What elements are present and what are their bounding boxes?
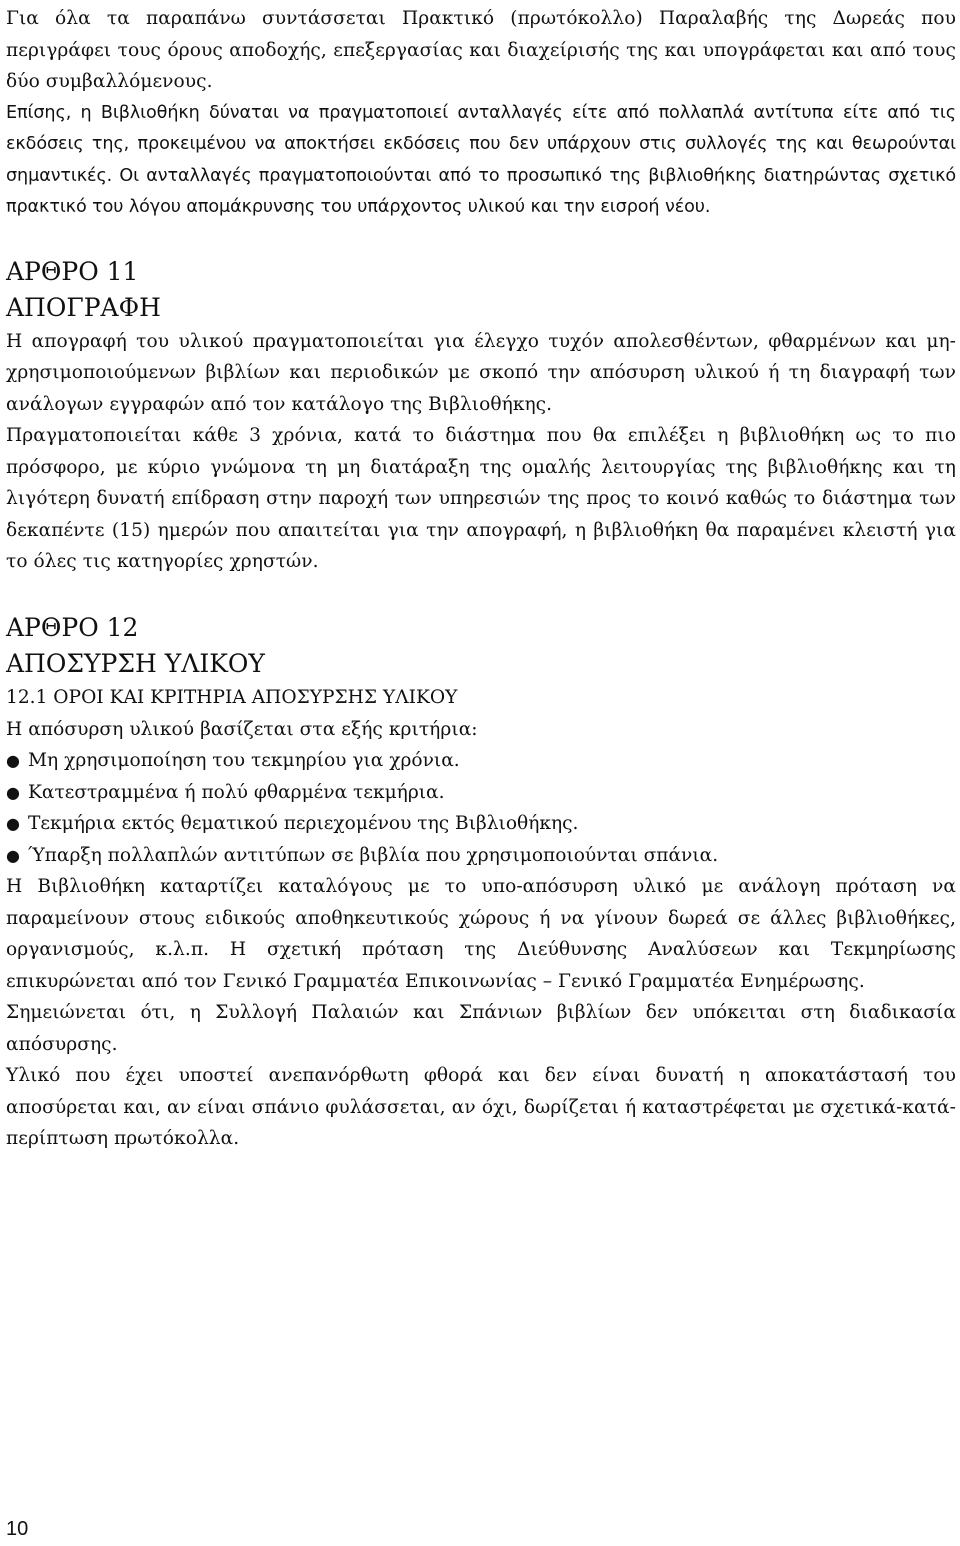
article-12-paragraph-2: Σημειώνεται ότι, η Συλλογή Παλαιών και Σπάνιων βιβλίων δεν υπόκειται στη διαδικασία απόσυρσης. [6,1002,956,1055]
bullet-icon: ● [6,751,20,770]
article-11-paragraph-2: Πραγματοποιείται κάθε 3 χρόνια, κατά το διάστημα που θα επιλέξει η βιβλιοθήκη ως το πιο πρόσφορο, με κύριο γνώμονα τη μη διατάραξη της ομαλής λειτουργίας της βιβλιοθήκης και τη λιγότερη δυνατή επίδραση στην παροχή των υπηρεσιών της προς το κοινό καθώς το διάστημα των δεκαπέντε (15) ημερών που απαιτείται για την απογραφή, η βιβλιοθήκη θα παραμένει κλειστή για το όλες τις κατηγορίες χρηστών. [6,425,956,572]
list-item: ● Κατεστραμμένα ή πολύ φθαρμένα τεκμήρια. [6,777,956,809]
bullet-icon: ● [6,845,20,865]
article-12-paragraph-1: Η Βιβλιοθήκη καταρτίζει καταλόγους με το υπο-απόσυρση υλικό με ανάλογη πρόταση να παραμείνουν στους ειδικούς αποθηκευτικούς χώρους ή να γίνουν δωρεά σε άλλες βιβλιοθήκες, οργανισμούς, κ.λ.π. Η σχετική πρόταση της Διεύθυνσης Αναλύσεων και Τεκμηρίωσης επικυρώνεται από τον Γενικό Γραμματέα Επικοινωνίας – Γενικό Γραμματέα Ενημέρωσης. [6,876,956,992]
article-12-paragraph-3: Υλικό που έχει υποστεί ανεπανόρθωτη φθορά και δεν είναι δυνατή η αποκατάστασή του αποσύρεται και, αν είναι σπάνιο φυλάσσεται, αν όχι, δωρίζεται ή καταστρέφεται με σχετικά-κατά-περίπτωση πρωτόκολλα. [6,1065,956,1149]
bullet-icon: ● [6,814,20,833]
article-11-paragraph-1: Η απογραφή του υλικού πραγματοποιείται για έλεγχο τυχόν απολεσθέντων, φθαρμένων και μη-χρησιμοποιούμενων βιβλίων και περιοδικών με σκοπό την απόσυρση υλικού ή τη διαγραφή των ανάλογων εγγραφών από τον κατάλογο της Βιβλιοθήκης. [6,330,956,415]
article-12-number: ΑΡΘΡΟ 12 [6,612,139,642]
list-item: ● Τεκμήρια εκτός θεματικού περιεχομένου της Βιβλιοθήκης. [6,808,956,840]
article-11-number: ΑΡΘΡΟ 11 [6,256,139,286]
article-12-title: ΑΠΟΣΥΡΣΗ ΥΛΙΚΟΥ [6,648,265,678]
article-11-title: ΑΠΟΓΡΑΦΗ [6,292,161,322]
document-page [6,0,956,1155]
list-item: ● Μη χρησιμοποίηση του τεκμηρίου για χρόνια. [6,745,956,777]
article-12-subheading: 12.1 ΟΡΟΙ ΚΑΙ ΚΡΙΤΗΡΙΑ ΑΠΟΣΥΡΣΗΣ ΥΛΙΚΟΥ [6,686,458,708]
criteria-list [6,745,956,871]
list-item: ● Ύπαρξη πολλαπλών αντιτύπων σε βιβλία που χρησιμοποιούνται σπάνια. [6,840,956,872]
page-number: 10 [6,1518,29,1540]
bullet-icon: ● [6,782,20,802]
criteria-intro: Η απόσυρση υλικού βασίζεται στα εξής κριτήρια: [6,718,478,740]
intro-paragraph-donation: Για όλα τα παραπάνω συντάσσεται Πρακτικό (πρωτόκολλο) Παραλαβής της Δωρεάς που περιγράφει τους όρους αποδοχής, επεξεργασίας και διαχείρισής της και υπογράφεται και από τους δύο συμβαλλόμενους. [6,8,956,92]
intro-paragraph-exchanges: Επίσης, η Βιβλιοθήκη δύναται να πραγματοποιεί ανταλλαγές είτε από πολλαπλά αντίτυπα είτε από τις εκδόσεις της, προκειμένου να αποκτήσει εκδόσεις που δεν υπάρχουν στις συλλογές της και θεωρούνται σημαντικές. Οι ανταλλαγές πραγματοποιούνται από το προσωπικό της βιβλιοθήκης διατηρώντας σχετικό πρακτικό του λόγου απομάκρυνσης του υπάρχοντος υλικού και την εισροή νέου. [6,102,956,217]
